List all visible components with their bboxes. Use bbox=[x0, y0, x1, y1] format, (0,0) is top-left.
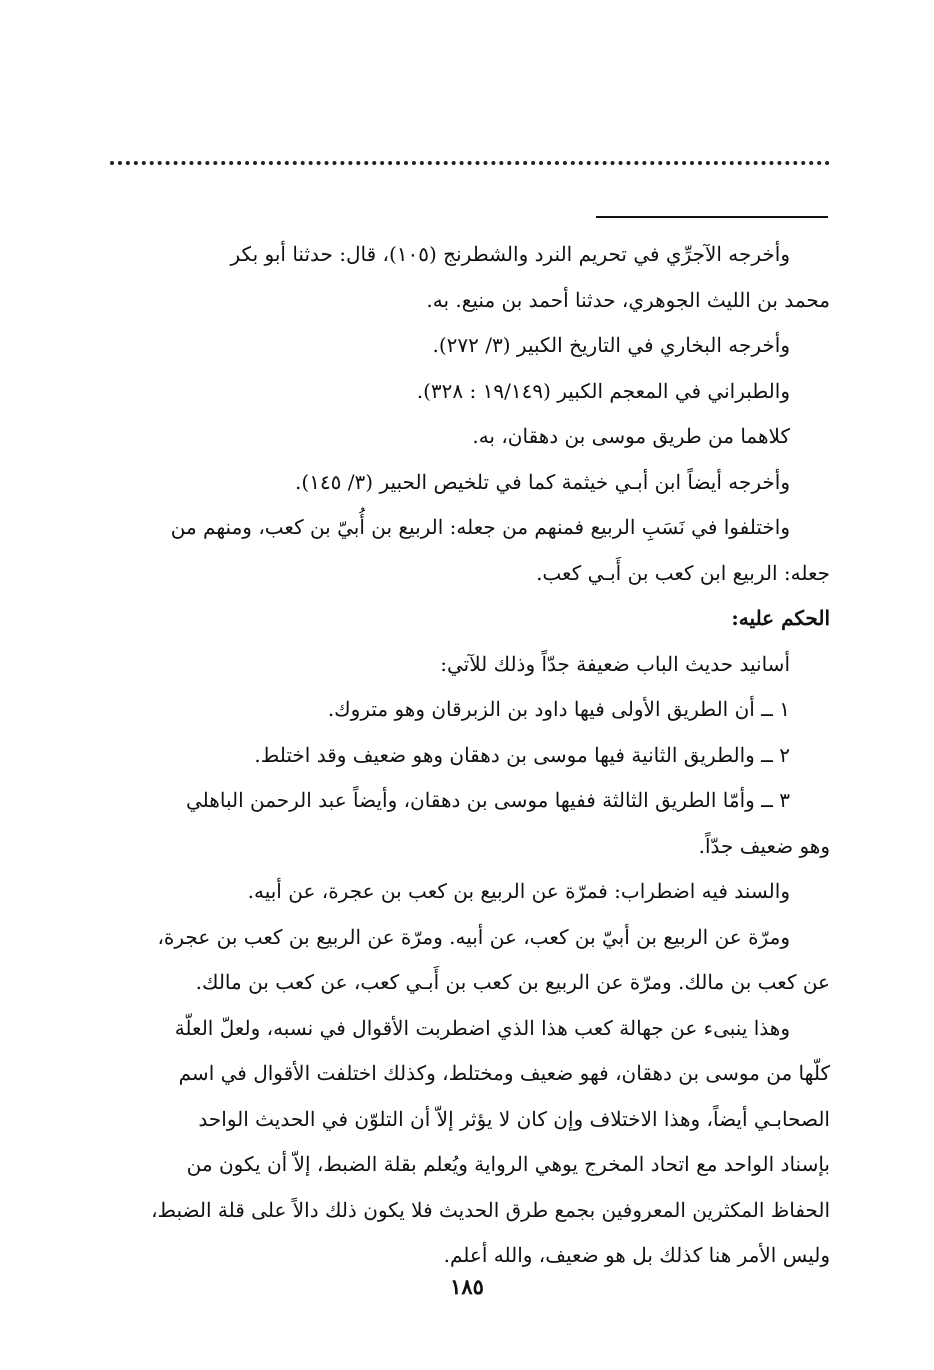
text-line-15: والسند فيه اضطراب: فمرّة عن الربيع بن كعب بن عجرة، عن أبيه. bbox=[247, 879, 790, 903]
text-line-22: الحفاظ المكثرين المعروفين بجمع طرق الحديث فلا يكون ذلك دالاً على قلة الضبط، bbox=[151, 1197, 830, 1222]
text-line-19: كلّها من موسى بن دهقان، فهو ضعيف ومختلط، وكذلك اختلفت الأقوال في اسم bbox=[178, 1061, 830, 1085]
list-item-1: ١ ــ أن الطريق الأولى فيها داود بن الزبرقان وهو متروك. bbox=[327, 697, 790, 721]
text-line-14: وهو ضعيف جدّاً. bbox=[698, 833, 830, 858]
footnote-rule bbox=[596, 216, 828, 218]
text-line-6: وأخرجه أيضاً ابن أبـي خيثمة كما في تلخيص الحبير (٣/ ١٤٥). bbox=[295, 469, 790, 494]
text-line-3: وأخرجه البخاري في التاريخ الكبير (٣/ ٢٧٢). bbox=[432, 333, 790, 357]
text-line-21: بإسناد الواحد مع اتحاد المخرج يوهي الرواية ويُعلم بقلة الضبط، إلاّ أن يكون من bbox=[186, 1152, 830, 1176]
list-item-2: ٢ ــ والطريق الثانية فيها موسى بن دهقان وهو ضعيف وقد اختلط. bbox=[254, 742, 790, 767]
text-line-4: والطبراني في المعجم الكبير (١٩/١٤٩ : ٣٢٨). bbox=[416, 378, 790, 403]
footnote-text bbox=[108, 232, 830, 1279]
text-line-2: محمد بن الليث الجوهري، حدثنا أحمد بن منيع. به. bbox=[426, 287, 830, 312]
text-line-17: عن كعب بن مالك. ومرّة عن الربيع بن كعب بن أَبـي كعب، عن كعب بن مالك. bbox=[195, 970, 830, 994]
text-line-1: وأخرجه الآجرِّي في تحريم النرد والشطرنج (١٠٥)، قال: حدثنا أبو بكر bbox=[230, 242, 790, 266]
page-number: ١٨٥ bbox=[450, 1274, 484, 1299]
text-line-5: كلاهما من طريق موسى بن دهقان، به. bbox=[472, 424, 790, 448]
dotted-separator bbox=[110, 161, 830, 165]
text-line-8: جعله: الربيع ابن كعب بن أَبـي كعب. bbox=[536, 560, 830, 585]
text-line-23: وليس الأمر هنا كذلك بل هو ضعيف، والله أعلم. bbox=[443, 1243, 830, 1267]
text-line-20: الصحابـي أيضاً، وهذا الاختلاف وإن كان لا يؤثر إلاّ أن التلوّن في الحديث الواحد bbox=[198, 1106, 830, 1131]
text-line-10: أسانيد حديث الباب ضعيفة جدّاً وذلك للآتي: bbox=[440, 651, 790, 676]
section-heading: الحكم عليه: bbox=[731, 606, 830, 630]
text-line-7: واختلفوا في نَسَبِ الربيع فمنهم من جعله: الربيع بن أُبيّ بن كعب، ومنهم من bbox=[170, 515, 790, 539]
text-line-16: ومرّة عن الربيع بن أبيّ بن كعب، عن أبيه. ومرّة عن الربيع بن كعب بن عجرة، bbox=[157, 924, 790, 949]
text-line-18: وهذا ينبىء عن جهالة كعب هذا الذي اضطربت الأقوال في نسبه، ولعلّ العلّة bbox=[174, 1015, 790, 1040]
list-item-3: ٣ ــ وأمّا الطريق الثالثة ففيها موسى بن دهقان، وأيضاً عبد الرحمن الباهلي bbox=[186, 788, 790, 812]
